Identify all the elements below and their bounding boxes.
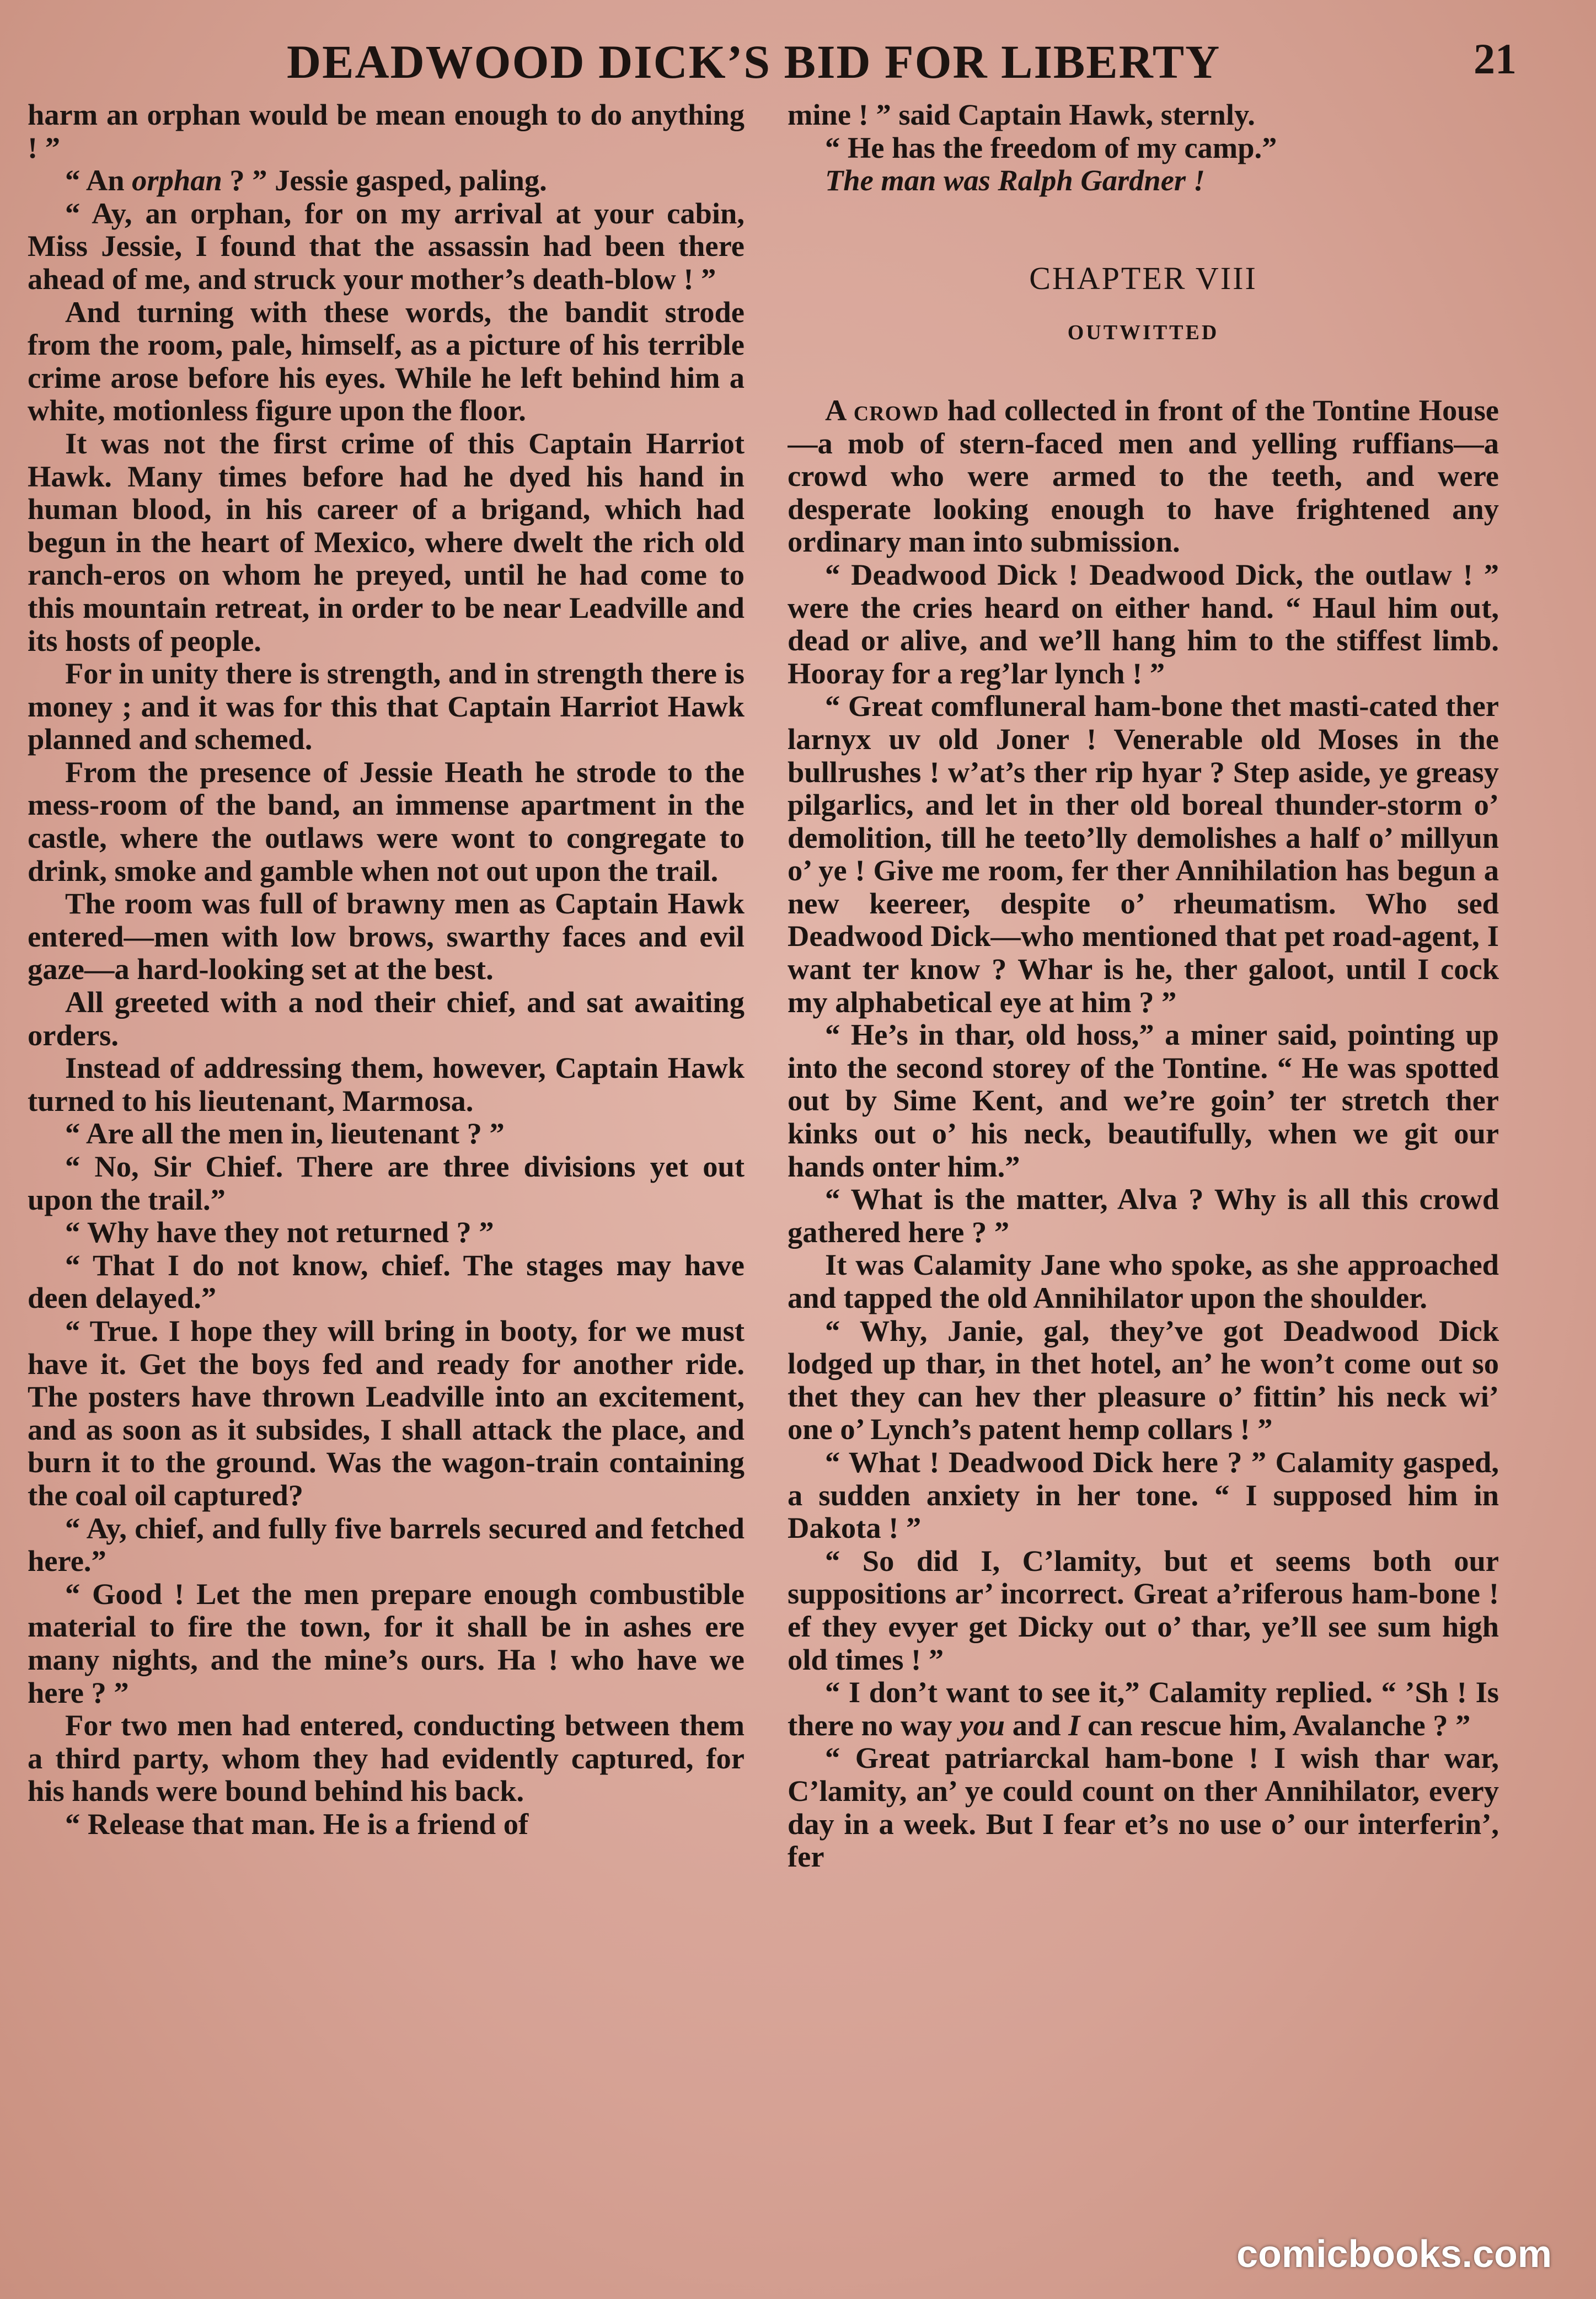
left-column [28,98,745,2216]
right-column [788,98,1499,2216]
paragraph: “ Why, Janie, gal, they’ve got Deadwood Dick lodged up thar, in thet hotel, an’ he won’t come out so thet they can hev ther pleasure o’ fittin’ his neck wi’ one o’ Lynch’s patent hemp collars ! ” [788,1313,1499,1446]
paragraph: “ Ay, an orphan, for on my arrival at your cabin, Miss Jessie, I found that the assassin had been there ahead of me, and struck your mother’s death-blow ! ” [28,196,745,296]
paragraph-text: had collected in front of the Tontine House—a mob of stern-faced men and yelling ruffians—a crowd who were armed to the teeth, and were desperate looking enough to have frightened any ordinary man into submission. [788,393,1499,559]
paragraph: “ Why have they not returned ? ” [65,1215,494,1249]
paragraph: “ Deadwood Dick ! Deadwood Dick, the outlaw ! ” were the cries heard on either hand. “ Haul him out, dead or alive, and we’ll hang him to the stiffest limb. Hooray for a reg’lar lynch ! ” [788,557,1499,690]
paragraph: All greeted with a nod their chief, and sat awaiting orders. [28,985,745,1052]
paragraph: “ Ay, chief, and fully five barrels secured and fetched here.” [28,1511,745,1578]
paragraph: “ So did I, C’lamity, but et seems both our suppositions ar’ incorrect. Great a’riferous ham-bone ! ef they evyer get Dicky out o’ thar, ye’ll see sum high old times ! ” [788,1543,1499,1676]
paragraph: From the presence of Jessie Heath he strode to the mess-room of the band, an immense apartment in the castle, where the outlaws were wont to congregate to drink, smoke and gamble when not out upon the trail. [28,755,745,887]
paragraph: And turning with these words, the bandit strode from the room, pale, himself, as a picture of his terrible crime arose before his eyes. While he left behind him a white, motionless figure upon the floor. [28,295,745,427]
paragraph-text: “ An [65,163,132,197]
paragraph: “ What is the matter, Alva ? Why is all this crowd gathered here ? ” [788,1182,1499,1249]
paragraph: Instead of addressing them, however, Captain Hawk turned to his lieutenant, Marmosa. [28,1051,745,1118]
paragraph-text: and [1005,1708,1069,1742]
paragraph-text: ? ” Jessie gasped, paling. [222,163,547,197]
paragraph [28,164,745,197]
chapter-heading [788,262,1499,350]
continued-paragraph: mine ! ” said Captain Hawk, sternly. [788,98,1255,131]
chapter-title: CHAPTER VIII [1029,260,1257,296]
right-column-top [788,98,1499,197]
small-caps-text: crowd [853,393,939,427]
paragraph: For two men had entered, conducting between them a third party, whom they had evidently captured, for his hands were bound behind his back. [28,1708,745,1808]
paragraph: “ That I do not know, chief. The stages may have deen delayed.” [28,1248,745,1315]
paragraph: “ Are all the men in, lieutenant ? ” [65,1116,505,1151]
paragraph: “ Release that man. He is a friend of [65,1806,529,1841]
paragraph: “ Great comfluneral ham-bone thet masti-cated ther larnyx uv old Joner ! Venerable old Moses in the bullrushes ! w’at’s ther rip hyar ? Step aside, ye greasy pilgarlics, and let in ther old boreal thunder-storm o’ demolition, till he teeto’lly demolishes a half o’ millyun o’ ye ! Give me room, fer ther Annihilation has begun a new keereer, despite o’ rheumatism. Who sed Deadwood Dick—who mentioned that pet road-agent, I want ter know ? Whar is he, ther galoot, until I cock my alphabetical eye at him ? ” [788,689,1499,1019]
paragraph-text: “ I don’t want to see it,” Calamity replied. “ ’Sh ! Is there no way [788,1675,1499,1742]
watermark-logo: comicbooks.com [1236,2232,1552,2275]
paragraph: “ No, Sir Chief. There are three divisions yet out upon the trail.” [28,1150,745,1216]
paragraph [788,394,1499,558]
chapter-subtitle: OUTWITTED [1067,321,1219,345]
paragraph: It was Calamity Jane who spoke, as she approached and tapped the old Annihilator upon the shoulder. [788,1248,1499,1314]
paragraph: For in unity there is strength, and in strength there is money ; and it was for this that Captain Harriot Hawk planned and schemed. [28,656,745,756]
paragraph-text: can rescue him, Avalanche ? ” [1080,1708,1471,1742]
paragraph: It was not the first crime of this Captain Harriot Hawk. Many times before had he dyed his hand in human blood, in his career of a brigand, which had begun in the heart of Mexico, where dwelt the rich old ranch-eros on whom he preyed, until he had come to this mountain retreat, in order to be near Leadville and its hosts of people. [28,426,745,657]
paragraph-text: A [825,393,854,427]
paragraph: “ True. I hope they will bring in booty, for we must have it. Get the boys fed and ready for another ride. The posters have thrown Leadville into an excitement, and as soon as it subsides, I shall attack the place, and burn it to the ground. Was the wagon-train containing the coal oil captured? [28,1313,745,1512]
emphasis-text: you [960,1708,1005,1742]
paragraph: “ He has the freedom of my camp.” [825,130,1277,164]
paragraph: “ Great patriarckal ham-bone ! I wish thar war, C’lamity, an’ ye could count on ther Annihilator, every day in a week. But I fear et’s no use o’ our interferin’, fer [788,1741,1499,1874]
paragraph: “ What ! Deadwood Dick here ? ” Calamity gasped, a sudden anxiety in her tone. “ I supposed him in Dakota ! ” [788,1445,1499,1545]
emphasis-text: orphan [132,163,222,197]
paragraph: The man was Ralph Gardner ! [825,163,1205,197]
paragraph: The room was full of brawny men as Captain Hawk entered—men with low brows, swarthy faces and evil gaze—a hard-looking set at the best. [28,886,745,986]
emphasis-text: I [1068,1708,1080,1742]
paragraph [788,1676,1499,1741]
continued-paragraph: harm an orphan would be mean enough to do anything ! ” [28,98,745,164]
paragraph: “ Good ! Let the men prepare enough combustible material to fire the town, for it shall be in ashes ere many nights, and the mine’s ours. Ha ! who have we here ? ” [28,1576,745,1709]
paragraph: “ He’s in thar, old hoss,” a miner said, pointing up into the second storey of the Tontine. “ He was spotted out by Sime Kent, and we’re goin’ ter stretch ther kinks out o’ his neck, beautifully, when we git our hands onter him.” [788,1018,1499,1183]
chapter-body [788,394,1499,1873]
running-title: DEADWOOD DICK’S BID FOR LIBERTY [287,35,1221,88]
page-number: 21 [1474,35,1517,83]
page-header [28,34,1517,89]
